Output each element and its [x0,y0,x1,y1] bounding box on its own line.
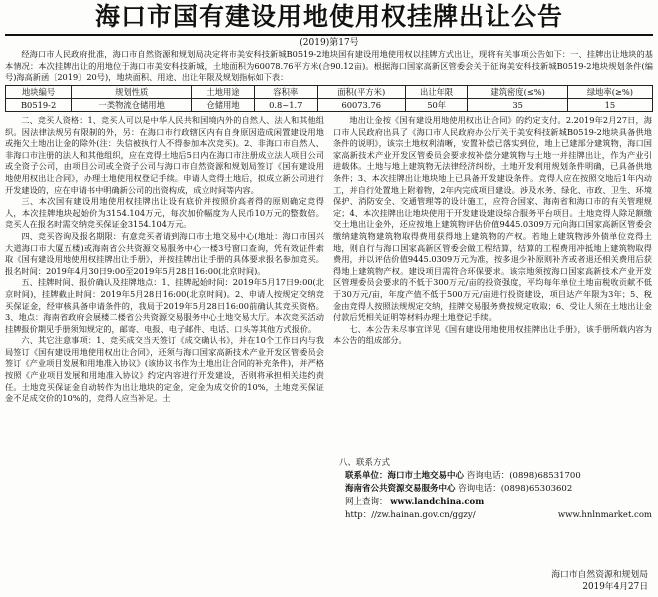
table-header-cell: 建筑密度(≤%) [468,86,567,99]
signature-date: 2019年4月27日 [582,582,648,592]
contact-row-web [333,496,652,509]
table-cell: B0519-2 [6,99,72,112]
contact-block [333,457,652,522]
table-header-cell: 面积(平方米) [317,86,405,99]
section-other-notes: 六、其它注意事项：1、竞买成交当天签订《成交确认书》，并在10个工作日内与我局签订《国有建设用地使用权出让合同》，还须与海口国家高新技术产业开发区管委员会签订《产业项目发展和用地准入协议》(该协议书作为土地出让合同的补充条件)，并严格按照《产业项目发展和用地准入协议》约定内容进行开发建设，否则将承担相关违约责任。土地竞买保证金自动转作为出让地块的定金，定金为成交价的10%，土地竞买保证金不足成交价的10%的，竞得人应当补足。土 [5,335,324,404]
table-cell: 50年 [405,99,468,112]
section-qualification: 二、竞买人资格：1、竞买人可以是中华人民共和国境内外的自然人、法人和其他组织。因法律法规另有限制的外，另：在海口市行政辖区内有自身原因造成闲置建设用地或拖欠土地出让金的除外(注：失信被执行人不得参加本次竞买)。2、非海口市自然人、非海口市注册的法人和其他组织，应在竞得土地后5日内在海口市注册成立法人项目公司或全资子公司，由项目公司或全资子公司与海口市自然资源和规划局签订《国有建设用地使用权出让合同》，办理土地使用权登记手续。申请人竞得土地后，拟成立新公司进行开发建设的，应在申请书中明确新公司的出资构成，成立时间等内容。 [5,115,324,195]
section-listing-time: 五、挂牌时间、报价确认及挂牌地点：1、挂牌起始时间：2019年5月17日9:00(北京时间)，挂牌截止时间：2019年5月28日16:00(北京时间)。2、申请人按规定交纳竞买保证金，经审核具备申请条件的，我局于2019年5月28日16:00前确认其竞买资格。3、地点：海南省政府会展楼二楼省公共资源交易服务中心土地交易大厅。本次竞买活动挂牌报价期见手册须知规定的，邮寄、电报、电子邮件、电话、口头等其他方式报价。 [5,277,324,334]
table-header-cell: 土地用途 [192,86,255,99]
parcel-table [5,85,653,112]
table-cell: 0.8~1.7 [254,99,317,112]
contact-row-1 [333,470,652,483]
table-cell: 仓储用地 [192,99,255,112]
contact-phone-1: 咨询电话：(0898)68531700 [466,471,581,481]
contact-unit-2: 海南省公共资源交易服务中心 [345,484,456,494]
section-registration: 四、竞买咨询及报名期限：有意竞买者请到海口市土地交易中心(地址：海口市国兴大道海口市大厦五楼)或海南省公共资源交易服务中心一楼3号窗口查询，凭有效证件索取《国有建设用地使用权挂牌出让手册》，并按挂牌出让手册的具体要求报名参加竞买。报名时间：2019年4月30日9:00至2019年5月28日16:00(北京时间)。 [5,230,324,276]
left-column [5,115,324,568]
table-header-cell: 容积率 [254,86,317,99]
body-columns [5,115,653,568]
right-column-text [333,115,652,455]
contact-unit-1: 联系单位：海口市土地交易中心 [345,471,465,481]
signature-block [551,569,648,593]
table-header-row [6,86,653,99]
table-header-cell: 出让年限 [405,86,468,99]
table-header-cell: 规划性质 [72,86,192,99]
contact-row-web-2 [333,509,652,522]
web-link-hainan[interactable]: http：//zw.hainan.gov.cn/ggzy/ [345,510,476,520]
contact-row-2 [333,483,652,496]
table-cell: 35 [468,99,567,112]
contact-heading: 八、联系方式 [339,458,391,468]
section-supplement: 七、本公告未尽事宜详见《国有建设用地使用权挂牌出让手册》，该手册所载内容为本公告的组成部分。 [333,323,652,346]
section-pricing: 三、本次国有建设用地使用权挂牌出让设有底价并按照价高者得的原则确定竞得人，本次挂牌地块起始价为3154.104万元，每次加价幅度为人民币10万元的整数倍。竞买人在报名时需交纳竞买保证金3154.104万元。 [5,196,324,230]
table-header-cell: 地块编号 [6,86,72,99]
title-rule [5,34,653,36]
table-cell: 15 [567,99,652,112]
section-other-notes-cont: 地出让金按《国有建设用地使用权出让合同》的约定支付。2.2019年2月27日，海口市人民政府出具了《海口市人民政府办公厅关于美安科技新城B0519-2地块具备供地条件的说明》，该宗土地权利清晰，安置补偿已落实到位，地上已建部分建筑物，海口国家高新技术产业开发区管委员会要求按补偿分建筑物与土地一并挂牌出让，作为产业引进载体。土地与地上建筑物无法律经济纠纷，土地开发利用规划条件明确，已具备供地条件；3、本次挂牌出让地块地上已具备开发建设条件。竞得人应在按照交地后1年内动工，并自行处置地上附着物，2年内完成项目建设。涉及水务、绿化、市政、卫生、环境保护、消防安全、交通管理等的设计施工，应符合国家、海南省和海口市的有关管理规定；4、本次挂牌出让地块使用于开发建设建设综合服务平台项目。土地竞得人除足额缴交土地出让金外，还应按地上建筑物评估价值9445.0309万元向海口国家高新区管委会缴纳建筑物建筑物取得费用获得地上建筑物的产权。若地上建筑物涉外债单位竞得土地，则自行与海口国家高新区管委会做工程结算，结算的工程费用冲抵地上建筑物取得费用，并以评估价值9445.0309万元为准，按多退少补原则补齐或者退还相关费用后获得地上建筑物产权。建设项目需符合环保要求。该宗地须按海口国家高新技术产业开发区管理委员会要求的不低于300万元/亩的投资强度，平均每年单位土地亩税收贡献不低于30万元/亩，年度产值不低于500万元/亩进行投资建设，项目达产年限为3年；5、税金由竞得人按照法规规定交纳，挂牌交易服务费按规定收取；6、受让人须在土地出让金付款后凭相关证明等材料办理土地登记手续。 [333,115,652,323]
notice-title: 海口市国有建设用地使用权挂牌出让公告 [94,2,563,31]
web-link-landchina[interactable]: www.landchina.com [390,497,485,507]
table-row [6,99,653,112]
right-column [333,115,652,568]
table-cell: 60073.76 [317,99,405,112]
doc-number: (2019)第17号 [299,38,359,48]
table-cell: 一类物流仓储用地 [72,99,192,112]
intro-paragraph: 经海口市人民政府批准，海口市自然资源和规划局决定将市美安科技新城B0519-2地块国有建设用地使用权以挂牌方式出让，现将有关事项公告如下：一、挂牌出让地块的基本情况：本次挂牌出让的用地位于海口市美安科技新城，土地面积为60078.76平方米(合90.12亩)。根据海口国家高新区管委会关于征询美安科技新城B0519-2地块规划条件(编号)海高新函〔2019〕20号)，地块面积、用途、出让年限及规划指标如下表： [5,49,653,82]
contact-phone-2: 咨询电话：(0898)65303602 [458,484,573,494]
signature-org: 海口市自然资源和规划局 [551,570,648,580]
web-link-hnlnmarket[interactable]: www.hnlnmarket.com [557,510,652,520]
web-label: 网上查询： [345,497,388,507]
table-header-cell: 绿地率(≥%) [567,86,652,99]
